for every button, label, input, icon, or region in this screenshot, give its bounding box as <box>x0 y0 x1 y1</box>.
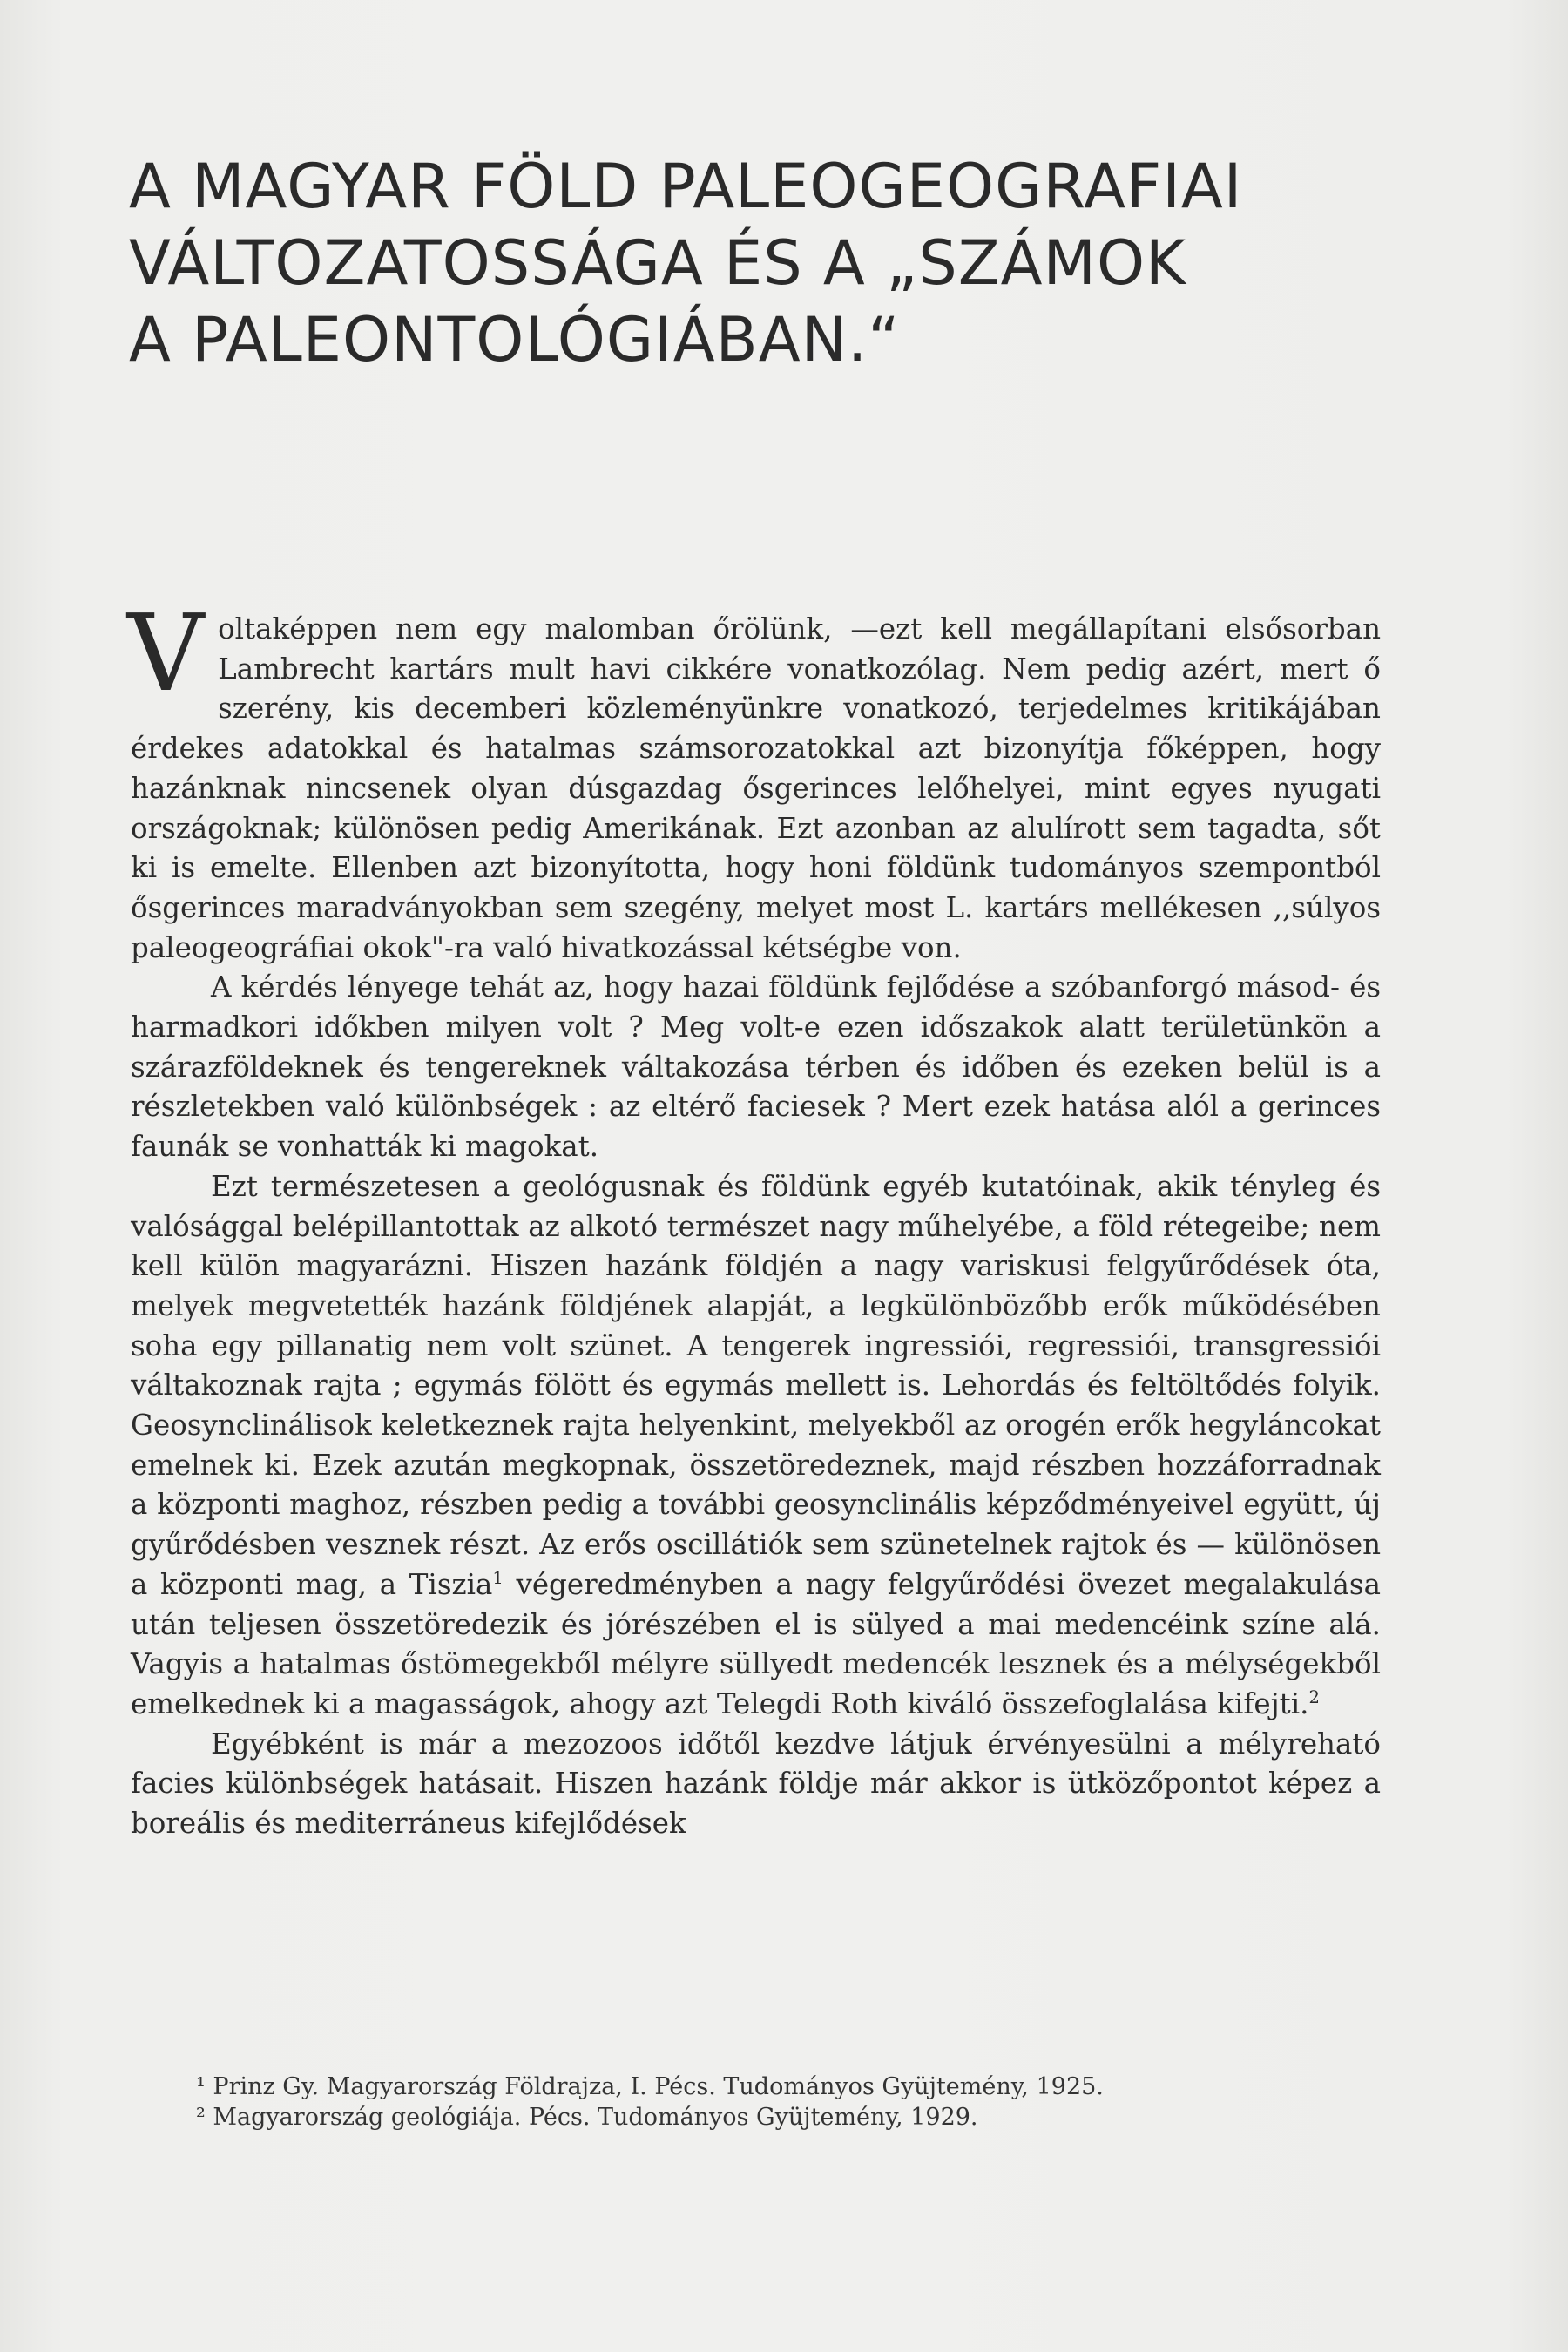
title-line-2: VÁLTOZATOSSÁGA ÉS A „SZÁMOK <box>129 227 1186 299</box>
title-line-1: A MAGYAR FÖLD PALEOGEOGRAFIAI <box>129 151 1243 222</box>
footnotes <box>196 2072 1416 2132</box>
paragraph-1-text: oltaképpen nem egy malomban őrölünk, —ezt kell megállapítani elsősorban Lambrecht kartárs mult havi cikkére vonatkozólag. Nem pedig azért, mert ő szerény, kis decemberi közleményünkre vonatkozó, terjedelmes kritikájában érdekes adatokkal és hatalmas számsorozatokkal azt bizonyítja főképpen, hogy hazánknak nincsenek olyan dúsgazdag ősgerinces lelőhelyei, mint egyes nyugati országoknak; különösen pedig Amerikának. Ezt azonban az alulírott sem tagadta, sőt ki is emelte. Ellenben azt bizonyította, hogy honi földünk tudományos szempontból ősgerinces maradványokban sem szegény, melyet most L. kartárs mellékesen ,,súlyos paleogeográfiai okok"-ra való hivatkozással kétségbe von. <box>131 612 1381 964</box>
paragraph-3-text-a: Ezt természetesen a geológusnak és földünk egyéb kutatóinak, akik tényleg és valósággal belépillantottak az alkotó természet nagy műhelyébe, a föld rétegeibe; nem kell külön magyarázni. Hiszen hazánk földjén a nagy variskusi felgyűrődések óta, melyek megvetették hazánk földjének alapját, a legkülönbözőbb erők működésében soha egy pillanatig nem volt szünet. A tengerek ingressiói, regressiói, transgressiói váltakoznak rajta ; egymás fölött és egymás mellett is. Lehordás és feltöltődés folyik. Geosynclinálisok keletkeznek rajta helyenkint, melyekből az orogén erők hegyláncokat emelnek ki. Ezek azután megkopnak, összetöredeznek, majd részben hozzáforradnak a központi maghoz, részben pedig a további geosynclinális képződményeivel együtt, új gyűrődésben vesznek részt. Az erős oscillátiók sem szünetelnek rajtok és — különösen a központi mag, a Tiszia <box>131 1169 1381 1601</box>
footnote-ref-1: 1 <box>492 1568 504 1589</box>
paragraph-4: Egyébként is már a mezozoos időtől kezdve látjuk érvényesülni a mélyreható facies különbségek hatásait. Hiszen hazánk földje már akkor is ütközőpontot képez a boreális és mediterráneus kifejlődések <box>131 1727 1381 1841</box>
paragraph-3-text-b: végeredményben a nagy felgyűrődési övezet megalakulása után teljesen összetöredezik és jórészében el is sülyed a mai medencéink színe alá. Vagyis a hatalmas őstömegekből mélyre süllyedt medencék lesznek és a mélységekből emelkednek ki a magasságok, ahogy azt Telegdi Roth kiváló összefoglalása kifejti. <box>131 1567 1381 1720</box>
paragraph-1 <box>127 591 1381 968</box>
footnote-1: ¹ Prinz Gy. Magyarország Földrajza, I. Pécs. Tudományos Gyüjtemény, 1925. <box>196 2073 1104 2100</box>
paragraph-2: A kérdés lényege tehát az, hogy hazai földünk fejlődése a szóbanforgó másod- és harmadkori időkben milyen volt ? Meg volt-e ezen időszakok alatt területünkön a szárazföldeknek és tengereknek váltakozása térben és időben és ezeken belül is a részletekben való különbségek : az eltérő faciesek ? Mert ezek hatása alól a gerinces faunák se vonhatták ki magokat. <box>131 970 1381 1164</box>
footnote-2: ² Magyarország geológiája. Pécs. Tudományos Gyüjtemény, 1929. <box>196 2104 978 2131</box>
footnote-ref-2: 2 <box>1308 1687 1320 1708</box>
article-title <box>129 148 1401 378</box>
drop-cap: V <box>127 591 205 715</box>
paragraph-3 <box>131 1167 1381 1725</box>
title-line-3: A PALEONTOLÓGIÁBAN.“ <box>129 304 901 375</box>
article-body <box>127 591 1381 1844</box>
